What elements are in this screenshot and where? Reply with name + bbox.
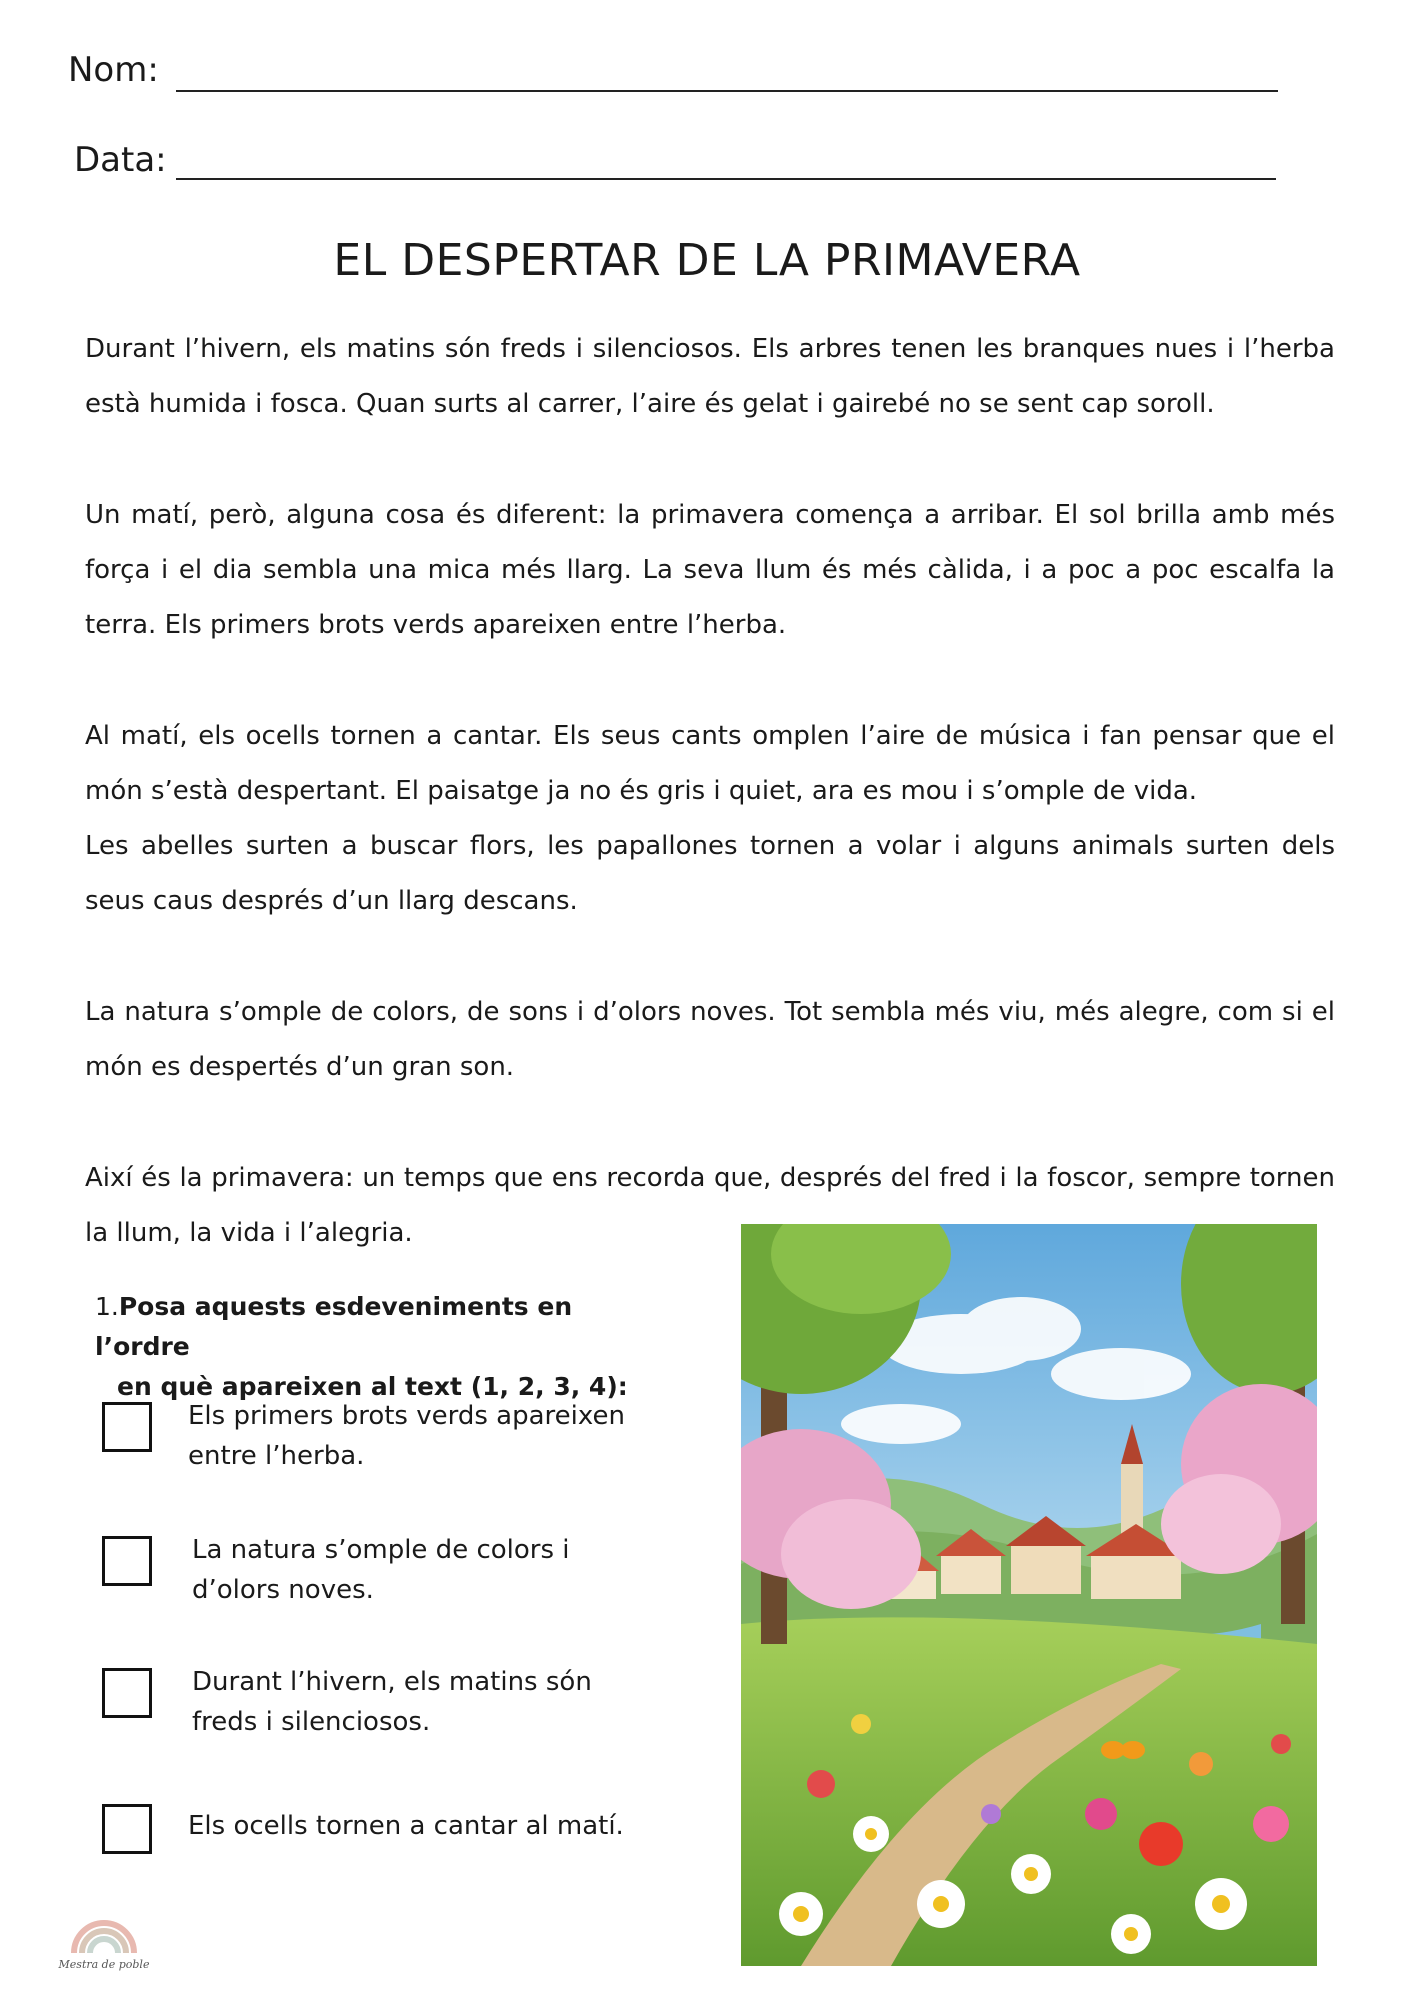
order-item-text: Durant l’hivern, els matins són freds i silenciosos. <box>192 1667 592 1737</box>
order-item-text: Els primers brots verds apareixen entre l’herba. <box>188 1401 625 1471</box>
spring-landscape-illustration <box>741 1224 1317 1966</box>
name-write-line[interactable] <box>176 90 1278 92</box>
paragraph-winter: Durant l’hivern, els matins són freds i silenciosos. Els arbres tenen les branques nues i l’herba està humida i fosca. Quan surts al carrer, l’aire és gelat i gairebé no se sent cap soroll. <box>85 334 1335 419</box>
paragraph-conclusion: Així és la primavera: un temps que ens recorda que, després del fred i la foscor, sempre tornen la llum, la vida i l’alegria. <box>85 1163 1335 1248</box>
paragraph-colors: La natura s’omple de colors, de sons i d’olors noves. Tot sembla més viu, més alegre, com si el món es despertés d’un gran son. <box>85 997 1335 1082</box>
date-label: Data: <box>74 140 167 180</box>
brand-name: Mestra de poble <box>58 1958 150 1971</box>
name-label: Nom: <box>68 50 159 90</box>
exercise-number: 1. <box>95 1292 119 1321</box>
order-item-text: Els ocells tornen a cantar al matí. <box>188 1811 624 1841</box>
page-title: EL DESPERTAR DE LA PRIMAVERA <box>333 235 1081 286</box>
spring-landscape-svg <box>741 1224 1317 1966</box>
order-answer-box[interactable] <box>102 1402 152 1452</box>
paragraph-spring-arrives: Un matí, però, alguna cosa és diferent: la primavera comença a arribar. El sol brilla amb més força i el dia sembla una mica més llarg. La seva llum és més càlida, i a poc a poc escalfa la terra. Els primers brots verds apareixen entre l’herba. <box>85 500 1335 640</box>
order-answer-box[interactable] <box>102 1668 152 1718</box>
paragraph-birds-text: Al matí, els ocells tornen a cantar. Els seus cants omplen l’aire de música i fan pensar que el món s’està despertant. El paisatge ja no és gris i quiet, ara es mou i s’omple de vida. <box>85 721 1335 806</box>
order-item-text: La natura s’omple de colors i d’olors noves. <box>192 1535 570 1605</box>
paragraph-animals-text: Les abelles surten a buscar flors, les papallones tornen a volar i alguns animals surten dels seus caus després d’un llarg descans. <box>85 831 1335 916</box>
name-field[interactable] <box>68 50 159 90</box>
paragraph-birds <box>85 709 1335 929</box>
date-write-line[interactable] <box>176 178 1276 180</box>
order-answer-box[interactable] <box>102 1536 152 1586</box>
exercise-instruction <box>95 1287 655 1407</box>
order-answer-box[interactable] <box>102 1804 152 1854</box>
date-field[interactable] <box>74 140 167 180</box>
exercise-instruction-line2: en què apareixen al text (1, 2, 3, 4): <box>117 1372 628 1401</box>
exercise-instruction-line1: Posa aquests esdeveniments en l’ordre <box>95 1292 573 1361</box>
